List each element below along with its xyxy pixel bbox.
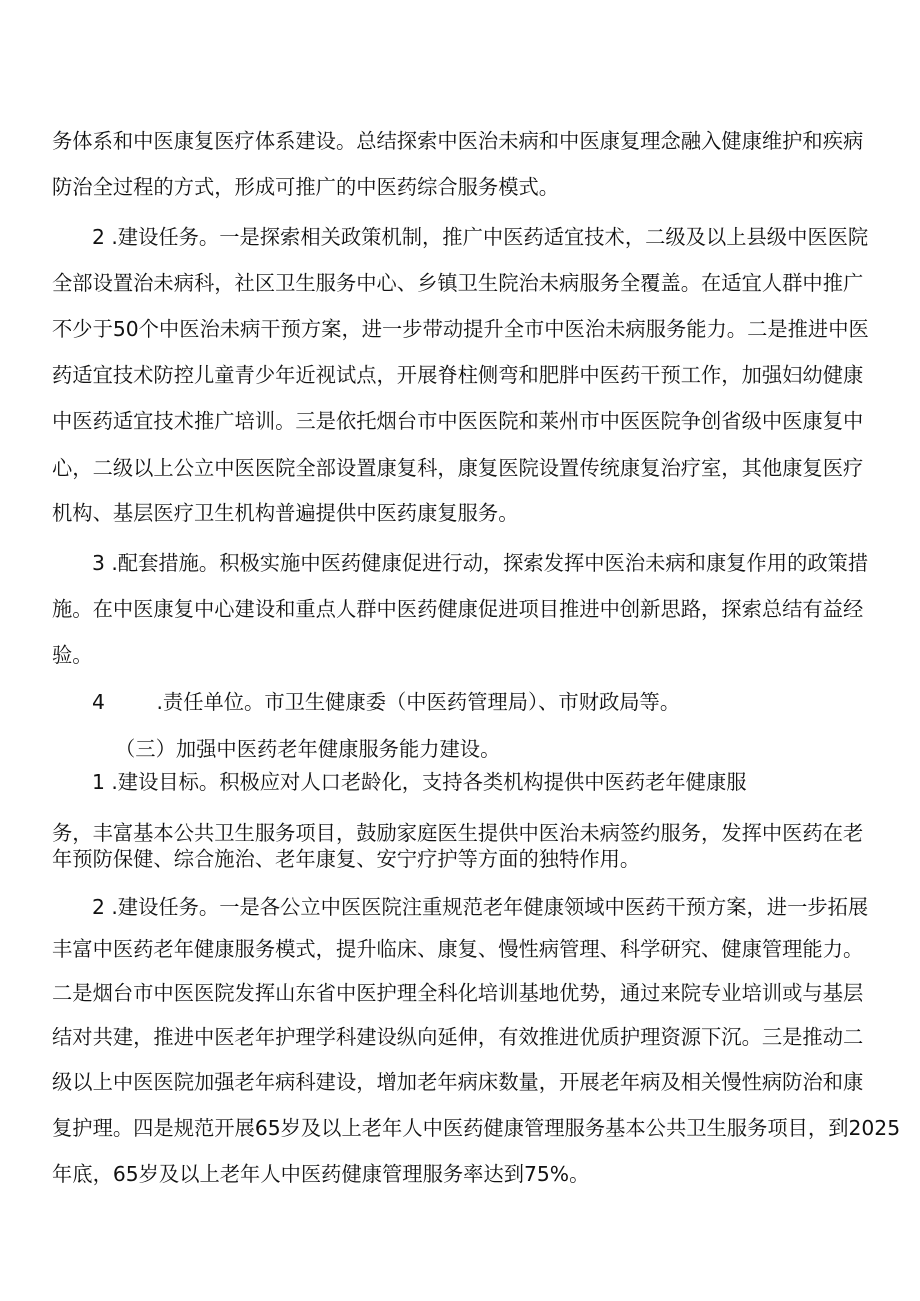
text-line: 级以上中医医院加强老年病科建设，增加老年病床数量，开展老年病及相关慢性病防治和康	[52, 1070, 864, 1094]
text-line: 2 .建设任务。一是探索相关政策机制，推广中医药适宜技术，二级及以上县级中医医院	[92, 225, 869, 249]
text-line: 心，二级以上公立中医医院全部设置康复科，康复医院设置传统康复治疗室，其他康复医疗	[52, 456, 864, 480]
text-line: 务体系和中医康复医疗体系建设。总结探索中医治未病和中医康复理念融入健康维护和疾病	[52, 129, 864, 153]
text-line: 年预防保健、综合施治、老年康复、安宁疗护等方面的独特作用。	[52, 847, 641, 871]
text-line: 施。在中医康复中心建设和重点人群中医药健康促进项目推进中创新思路，探索总结有益经	[52, 597, 864, 621]
text-line: 务，丰富基本公共卫生服务项目，鼓励家庭医生提供中医治未病签约服务，发挥中医药在老	[52, 821, 864, 845]
text-line: 结对共建，推进中医老年护理学科建设纵向延伸，有效推进优质护理资源下沉。三是推动二	[52, 1025, 864, 1049]
text-line: 复护理。四是规范开展65岁及以上老年人中医药健康管理服务基本公共卫生服务项目，到2025	[52, 1116, 901, 1140]
text-line: 验。	[52, 643, 93, 667]
text-line: 1 .建设目标。积极应对人口老龄化，支持各类机构提供中医药老年健康服	[92, 770, 747, 794]
section-heading: （三）加强中医药老年健康服务能力建设。	[115, 737, 501, 761]
text-line: 中医药适宜技术推广培训。三是依托烟台市中医医院和莱州市中医医院争创省级中医康复中	[52, 409, 864, 433]
text-line: 全部设置治未病科，社区卫生服务中心、乡镇卫生院治未病服务全覆盖。在适宜人群中推广	[52, 271, 864, 295]
text-line: 4 .责任单位。市卫生健康委（中医药管理局）、市财政局等。	[92, 690, 681, 714]
text-line: 药适宜技术防控儿童青少年近视试点，开展脊柱侧弯和肥胖中医药干预工作，加强妇幼健康	[52, 363, 864, 387]
text-line: 2 .建设任务。一是各公立中医医院注重规范老年健康领域中医药干预方案，进一步拓展	[92, 895, 869, 919]
text-line: 3 .配套措施。积极实施中医药健康促进行动，探索发挥中医治未病和康复作用的政策措	[92, 551, 869, 575]
text-line: 机构、基层医疗卫生机构普遍提供中医药康复服务。	[52, 501, 519, 525]
text-line: 丰富中医药老年健康服务模式，提升临床、康复、慢性病管理、科学研究、健康管理能力。	[52, 937, 864, 961]
text-line: 二是烟台市中医医院发挥山东省中医护理全科化培训基地优势，通过来院专业培训或与基层	[52, 981, 864, 1005]
text-line: 防治全过程的方式，形成可推广的中医药综合服务模式。	[52, 175, 560, 199]
text-line: 年底，65岁及以上老年人中医药健康管理服务率达到75%。	[52, 1162, 590, 1186]
text-line: 不少于50个中医治未病干预方案，进一步带动提升全市中医治未病服务能力。二是推进中医	[52, 317, 869, 341]
